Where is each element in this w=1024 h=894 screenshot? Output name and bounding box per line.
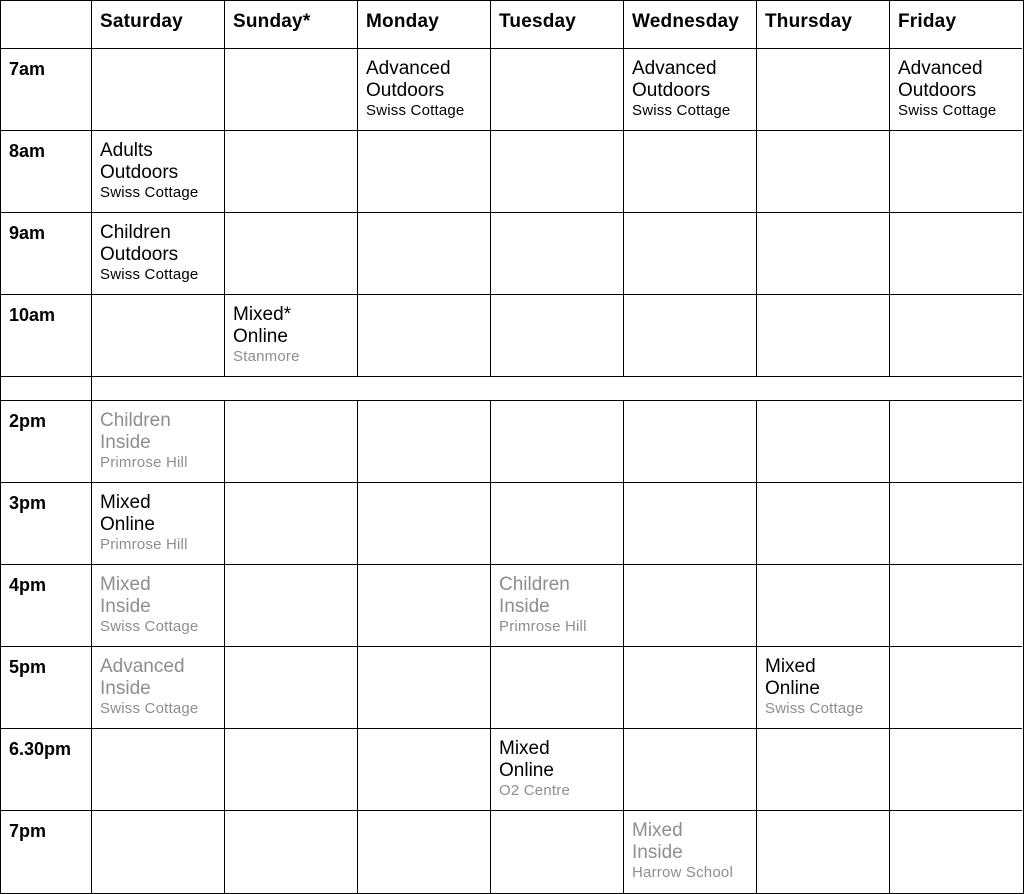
session-class-name: Mixed <box>100 574 151 595</box>
row-divider <box>0 400 1022 401</box>
session-location: Primrose Hill <box>100 536 188 553</box>
column-divider <box>889 0 890 376</box>
session-class-name: Advanced <box>632 58 717 79</box>
session-format: Outdoors <box>100 244 179 265</box>
session-location: Swiss Cottage <box>100 700 199 717</box>
session-format: Inside <box>632 842 683 863</box>
row-divider <box>0 646 1022 647</box>
session-format: Inside <box>100 678 151 699</box>
session-location: Stanmore <box>233 348 300 365</box>
session-cell <box>100 140 226 202</box>
session-class-name: Advanced <box>366 58 451 79</box>
session-location: O2 Centre <box>499 782 570 799</box>
session-cell <box>100 492 226 554</box>
day-header: Friday <box>898 11 957 32</box>
time-label: 4pm <box>9 575 47 595</box>
session-format: Online <box>100 514 155 535</box>
session-cell <box>100 410 226 472</box>
session-format: Outdoors <box>366 80 445 101</box>
session-class-name: Children <box>100 222 171 243</box>
session-location: Swiss Cottage <box>366 102 465 119</box>
session-location: Swiss Cottage <box>100 184 199 201</box>
session-cell <box>632 58 758 120</box>
session-format: Online <box>765 678 820 699</box>
time-label: 10am <box>9 305 56 325</box>
session-cell <box>898 58 1024 120</box>
day-header: Thursday <box>765 11 853 32</box>
session-cell <box>366 58 492 120</box>
session-class-name: Mixed <box>499 738 550 759</box>
session-class-name: Children <box>100 410 171 431</box>
session-location: Primrose Hill <box>499 618 587 635</box>
session-location: Swiss Cottage <box>100 266 199 283</box>
session-class-name: Adults <box>100 140 153 161</box>
session-class-name: Mixed <box>632 820 683 841</box>
time-label: 6.30pm <box>9 739 72 759</box>
session-cell <box>632 820 758 882</box>
row-divider <box>0 376 1022 377</box>
session-format: Online <box>499 760 554 781</box>
session-format: Outdoors <box>632 80 711 101</box>
session-class-name: Mixed <box>765 656 816 677</box>
session-location: Swiss Cottage <box>100 618 199 635</box>
session-cell <box>100 222 226 284</box>
session-class-name: Advanced <box>898 58 983 79</box>
time-label: 7am <box>9 59 46 79</box>
session-format: Outdoors <box>898 80 977 101</box>
session-class-name: Mixed <box>100 492 151 513</box>
row-divider <box>0 564 1022 565</box>
row-divider <box>0 728 1022 729</box>
session-cell <box>100 656 226 718</box>
time-label: 5pm <box>9 657 47 677</box>
session-cell <box>499 574 625 636</box>
column-divider <box>91 0 92 893</box>
row-divider <box>0 130 1022 131</box>
session-format: Inside <box>100 432 151 453</box>
session-format: Inside <box>100 596 151 617</box>
column-divider <box>490 0 491 376</box>
row-divider <box>0 810 1022 811</box>
row-divider <box>0 48 1022 49</box>
session-cell <box>499 738 625 800</box>
day-header: Wednesday <box>632 11 740 32</box>
column-divider <box>756 0 757 376</box>
time-label: 9am <box>9 223 46 243</box>
session-location: Swiss Cottage <box>632 102 731 119</box>
session-location: Harrow School <box>632 864 733 881</box>
day-header: Monday <box>366 11 439 32</box>
session-format: Online <box>233 326 288 347</box>
session-cell <box>100 574 226 636</box>
day-header: Tuesday <box>499 11 577 32</box>
day-header: Saturday <box>100 11 183 32</box>
time-label: 8am <box>9 141 46 161</box>
time-label: 3pm <box>9 493 47 513</box>
row-divider <box>0 212 1022 213</box>
session-cell <box>233 304 359 366</box>
session-class-name: Children <box>499 574 570 595</box>
row-divider <box>0 482 1022 483</box>
time-label: 2pm <box>9 411 47 431</box>
time-label: 7pm <box>9 821 47 841</box>
session-location: Primrose Hill <box>100 454 188 471</box>
session-class-name: Mixed* <box>233 304 292 325</box>
day-header: Sunday* <box>233 11 311 32</box>
column-divider <box>623 0 624 376</box>
session-location: Swiss Cottage <box>898 102 997 119</box>
row-divider <box>0 294 1022 295</box>
session-format: Inside <box>499 596 550 617</box>
session-location: Swiss Cottage <box>765 700 864 717</box>
session-class-name: Advanced <box>100 656 185 677</box>
session-cell <box>765 656 891 718</box>
session-format: Outdoors <box>100 162 179 183</box>
